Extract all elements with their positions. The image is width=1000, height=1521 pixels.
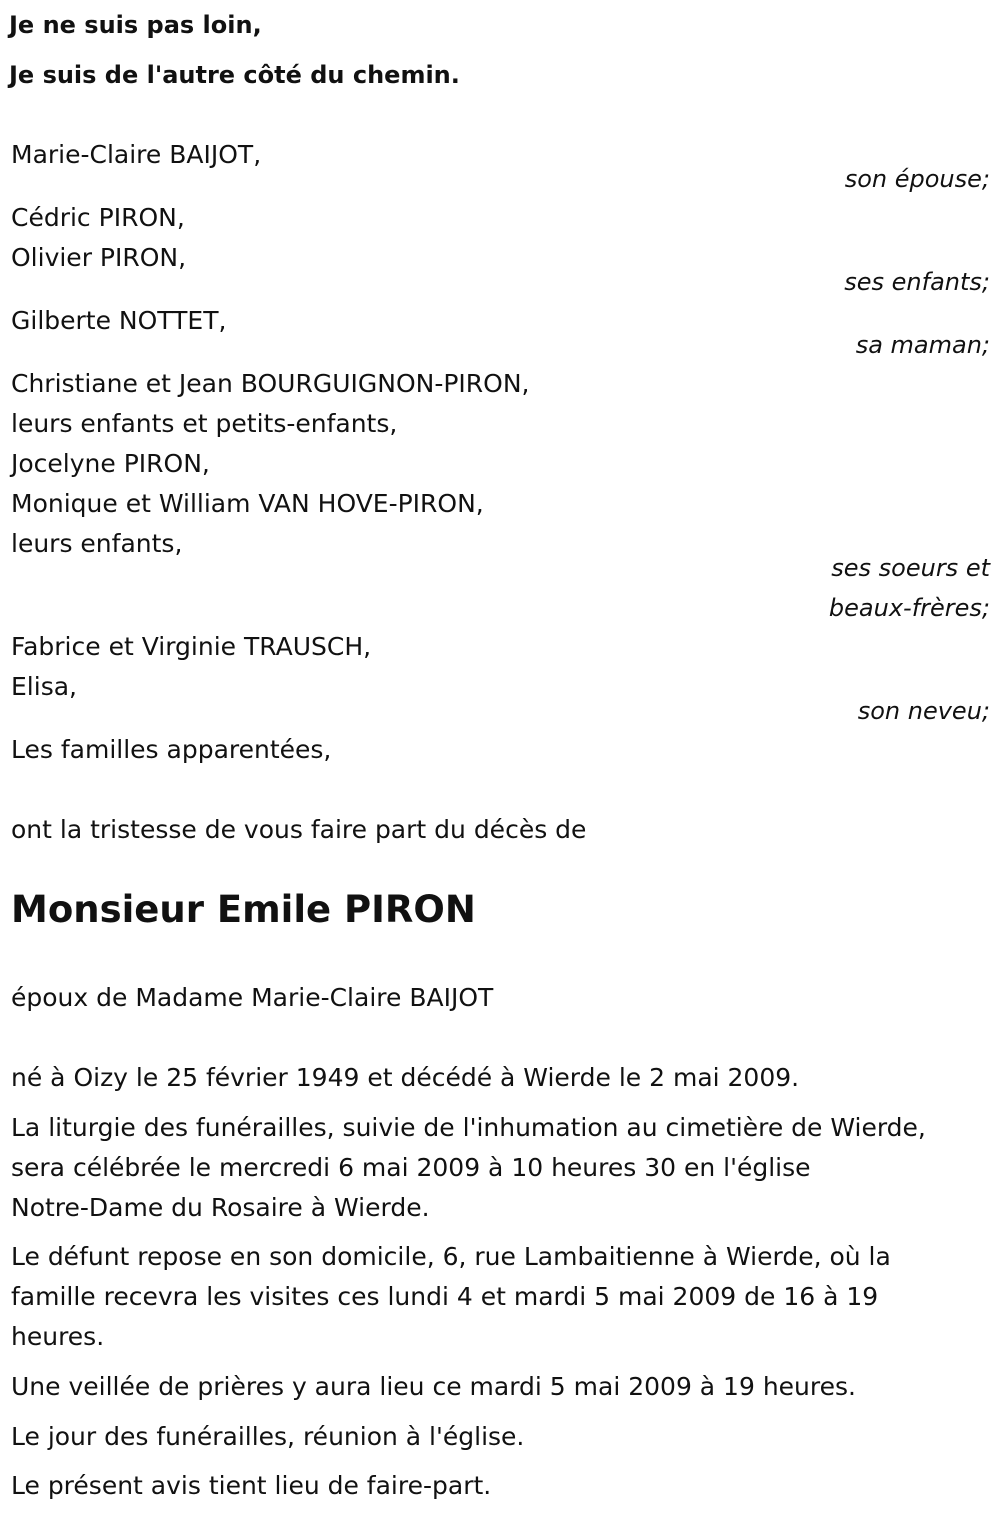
child-name-1: Cédric PIRON,: [11, 203, 185, 232]
spouse-role: son épouse;: [844, 165, 990, 193]
sibling-line-3: Jocelyne PIRON,: [11, 449, 210, 478]
liturgy-line-3: Notre-Dame du Rosaire à Wierde.: [11, 1193, 430, 1222]
sibling-line-5: leurs enfants,: [11, 529, 183, 558]
liturgy-line-2: sera célébrée le mercredi 6 mai 2009 à 10 heures 30 en l'église: [11, 1153, 811, 1182]
mother-role: sa maman;: [855, 331, 990, 359]
rest-line-3: heures.: [11, 1322, 105, 1351]
siblings-role-line-2: beaux-frères;: [828, 594, 990, 622]
siblings-role-line-1: ses soeurs et: [831, 554, 990, 582]
rest-line-1: Le défunt repose en son domicile, 6, rue Lambaitienne à Wierde, où la: [11, 1242, 891, 1271]
epigraph-line-1: Je ne suis pas loin,: [9, 11, 262, 39]
sibling-line-4: Monique et William VAN HOVE-PIRON,: [11, 489, 484, 518]
spouse-name: Marie-Claire BAIJOT,: [11, 140, 262, 169]
spouse-of-line: époux de Madame Marie-Claire BAIJOT: [11, 983, 494, 1012]
liturgy-line-1: La liturgie des funérailles, suivie de l'inhumation au cimetière de Wierde,: [11, 1113, 926, 1142]
mother-name: Gilberte NOTTET,: [11, 306, 227, 335]
announcement-text: ont la tristesse de vous faire part du décès de: [11, 815, 587, 844]
sibling-line-1: Christiane et Jean BOURGUIGNON-PIRON,: [11, 369, 530, 398]
sibling-line-2: leurs enfants et petits-enfants,: [11, 409, 398, 438]
nephew-line-2: Elisa,: [11, 672, 77, 701]
notice-line: Le présent avis tient lieu de faire-part.: [11, 1471, 492, 1500]
deceased-name: Monsieur Emile PIRON: [11, 888, 476, 931]
vigil-line: Une veillée de prières y aura lieu ce mardi 5 mai 2009 à 19 heures.: [11, 1372, 856, 1401]
meeting-line: Le jour des funérailles, réunion à l'église.: [11, 1422, 525, 1451]
rest-line-2: famille recevra les visites ces lundi 4 et mardi 5 mai 2009 de 16 à 19: [11, 1282, 879, 1311]
epigraph-line-2: Je suis de l'autre côté du chemin.: [9, 61, 460, 89]
birth-death-line: né à Oizy le 25 février 1949 et décédé à Wierde le 2 mai 2009.: [11, 1063, 800, 1092]
nephew-role: son neveu;: [857, 697, 990, 725]
nephew-line-1: Fabrice et Virginie TRAUSCH,: [11, 632, 372, 661]
related-families: Les familles apparentées,: [11, 735, 332, 764]
child-name-2: Olivier PIRON,: [11, 243, 187, 272]
children-role: ses enfants;: [844, 268, 990, 296]
